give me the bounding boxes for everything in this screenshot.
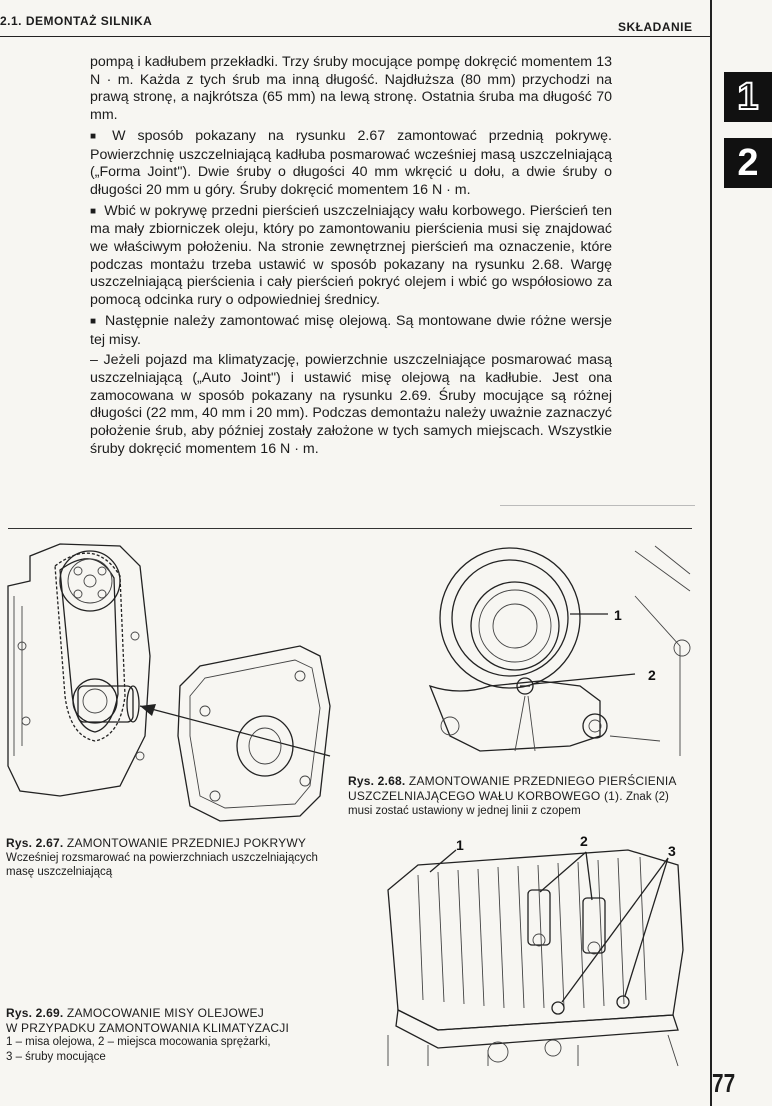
figure-title: W PRZYPADKU ZAMONTOWANIA KLIMATYZACJI — [6, 1020, 289, 1035]
figure-2-67-drawing — [0, 536, 340, 826]
figure-number: Rys. 2.67. — [6, 836, 64, 850]
figure-description: 3 – śruby mocujące — [6, 1050, 106, 1063]
figure-2-68-drawing — [420, 536, 692, 764]
paragraph: ■ W sposób pokazany na rysunku 2.67 zamontować przednią pokrywę. Powierzchnię uszczelniającą kadłuba posmarować wcześniej masą uszczelniającą („Forma Joint"). Dwie śruby o długości 40 mm wkręcić u dołu, a dwie śruby o długości 20 mm u góry. Śruby dokręcić momentem 16 N · m. — [90, 128, 612, 200]
chapter-tab-1: 1 — [724, 72, 772, 122]
topic-header: SKŁADANIE — [618, 20, 693, 34]
label-3: 3 — [668, 843, 676, 859]
faint-rule — [500, 505, 695, 506]
figure-title: USZCZELNIAJĄCEGO WAŁU KORBOWEGO (1). — [348, 788, 623, 803]
body-text — [90, 54, 612, 461]
figure-title: ZAMONTOWANIE PRZEDNIEGO PIERŚCIENIA — [408, 774, 677, 788]
margin-rule — [710, 0, 712, 1106]
label-2: 2 — [580, 833, 588, 849]
figure-2-67-caption — [6, 836, 346, 880]
paragraph: ■ Wbić w pokrywę przedni pierścień uszczelniający wału korbowego. Pierścień ten ma mały zbiorniczek oleju, który po zamontowaniu pierścienia musi się znajdować we właściwym położeniu. Na stronie zewnętrznej pierścień ma oznaczenie, które podczas montażu trzeba ustawić w sposób pokazany na rysunku 2.68. Wargę uszczelniającą pierścienia i cały pierścień pokryć olejem i wbić go współosiowo za pomocą odcinka rury o odpowiedniej średnicy. — [90, 203, 612, 310]
figure-description: 1 – misa olejowa, 2 – miejsca mocowania sprężarki, — [6, 1036, 271, 1049]
label-1: 1 — [456, 837, 464, 853]
figure-description: musi zostać ustawiony w jednej linii z czopem — [348, 805, 581, 818]
paragraph: pompą i kadłubem przekładki. Trzy śruby mocujące pompę dokręcić momentem 13 N · m. Każda z tych śrub ma inną długość. Najdłuższa (80 mm) przychodzi na prawą stronę, a najkrótsza (65 mm) na lewą stronę. Ostatnia śruba ma długość 70 mm. — [90, 54, 612, 124]
page-number: 77 — [712, 1068, 736, 1098]
figure-description: Wcześniej rozsmarować na powierzchniach uszczelniających masę uszczelniającą — [6, 851, 318, 879]
figure-2-69-caption — [6, 1006, 346, 1064]
section-header: 2.1. DEMONTAŻ SILNIKA — [0, 14, 153, 28]
label-1: 1 — [614, 607, 622, 623]
figure-separator — [8, 528, 692, 529]
paragraph: ■ Następnie należy zamontować misę olejową. Są montowane dwie różne wersje tej misy. — [90, 313, 612, 349]
figure-title: ZAMOCOWANIE MISY OLEJOWEJ — [66, 1006, 264, 1020]
figure-number: Rys. 2.69. — [6, 1006, 64, 1020]
paragraph: – Jeżeli pojazd ma klimatyzację, powierzchnie uszczelniające posmarować masą uszczelniającą („Auto Joint") i ustawić misę olejową na kadłubie. Jest ona zamocowana w sposób pokazany na rysunku 2.69. Śruby mocujące są różnej długości (22 mm, 40 mm i 20 mm). Podczas demontażu należy uważnie zaznaczyć położenie śrub, aby później zostały założone w tych samych miejscach. Wszystkie śruby dokręcić momentem 16 N · m. — [90, 352, 613, 457]
figure-2-69-drawing — [378, 830, 698, 1070]
figure-2-68-caption — [348, 774, 698, 819]
figure-number: Rys. 2.68. — [348, 774, 406, 788]
figure-title: ZAMONTOWANIE PRZEDNIEJ POKRYWY — [66, 836, 307, 850]
figure-description: Znak (2) — [626, 790, 669, 803]
header-rule — [0, 36, 712, 37]
chapter-tab-2: 2 — [724, 138, 772, 188]
label-2: 2 — [648, 667, 656, 683]
